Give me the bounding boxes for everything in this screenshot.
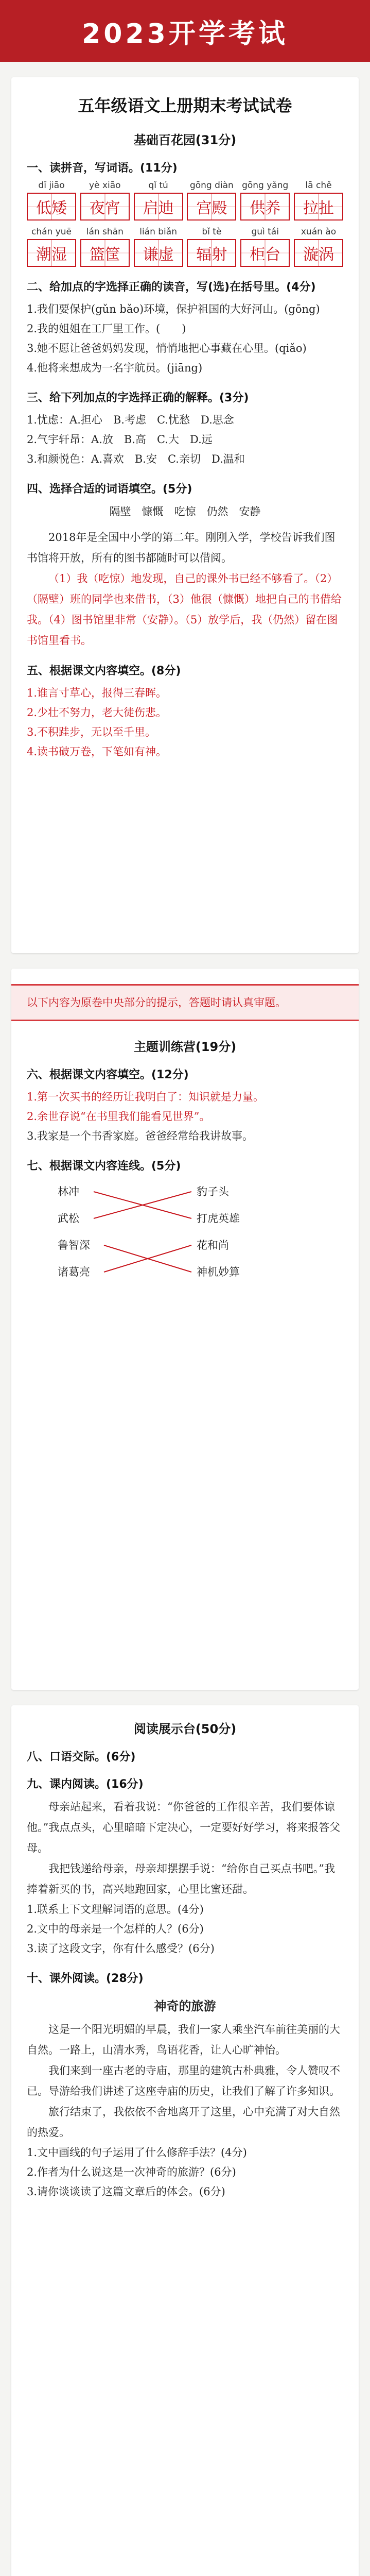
- exam-sheet-3: [11, 1705, 359, 2576]
- q2-title: 二、给加点的字选择正确的读音，写(选)在括号里。(4分): [27, 281, 316, 294]
- answer-box: 潮湿: [27, 239, 76, 267]
- pinyin: chán yuē: [31, 227, 72, 237]
- paper-title: 五年级语文上册期末考试试卷: [78, 96, 292, 115]
- pinyin: lián biǎn: [139, 227, 177, 237]
- answer-box: 柜台: [240, 239, 290, 267]
- q10-passage: 这是一个阳光明媚的早晨，我们一家人乘坐汽车前往美丽的大自然。一路上，山清水秀，鸟语花香，让人心旷神怡。: [27, 2023, 340, 2056]
- matching-exercise: [27, 1178, 343, 1312]
- q3-line: 3.和颜悦色：A.喜欢 B.安 C.亲切 D.温和: [27, 453, 245, 465]
- section-reading: 阅读展示台(50分): [133, 1722, 237, 1736]
- q8-title: 八、口语交际。(6分): [27, 1751, 136, 1764]
- pinyin: yè xiāo: [89, 180, 121, 191]
- answer-box: 供养: [240, 193, 290, 221]
- q2-line: 4.他将来想成为一名宇航员。(jiāng): [27, 362, 203, 374]
- exam-sheet-1: [11, 77, 359, 953]
- q2-line: 1.我们要保护(gǔn bǎo)环境，保护祖国的大好河山。(gōng): [27, 303, 320, 315]
- q9-passage: 母亲站起来，看着我说：“你爸爸的工作很辛苦，我们要体谅他。”我点点头，心里暗暗下定决心，一定要好好学习，将来报答父母。: [27, 1801, 341, 1854]
- q9-title: 九、课内阅读。(16分): [27, 1778, 144, 1791]
- pinyin: lā chě: [305, 180, 332, 191]
- q10-passage: 旅行结束了，我依依不舍地离开了这里，心中充满了对大自然的热爱。: [27, 2106, 340, 2139]
- pinyin: bǐ tè: [202, 227, 222, 237]
- q2-line: 3.她不愿让爸爸妈妈发现，悄悄地把心事藏在心里。(qiǎo): [27, 342, 307, 354]
- q10-title: 十、课外阅读。(28分): [27, 1972, 144, 1985]
- q4-passage-answers: （1）我（吃惊）地发现，自己的课外书已经不够看了。（2）（隔壁）班的同学也来借书，（3）他很（慷慨）地把自己的书借给我。（4）图书馆里非常（安静）。（5）放学后，我（仍然）留在图书馆里看书。: [27, 572, 342, 647]
- answer-box: 启迪: [134, 193, 183, 221]
- header-banner: [0, 0, 370, 62]
- q10-passage: 我们来到一座古老的寺庙，那里的建筑古朴典雅，令人赞叹不已。导游给我们讲述了这座寺庙的历史，让我们了解了许多知识。: [27, 2064, 340, 2097]
- pinyin: guì tái: [251, 227, 279, 237]
- q5-line: 2.少壮不努力，老大徒伤悲。: [27, 706, 167, 719]
- pinyin: lán shān: [86, 227, 124, 237]
- note-banner: 以下内容为原卷中央部分的提示，答题时请认真审题。: [11, 984, 359, 1021]
- q6-line: 2.余世存说“在书里我们能看见世界”。: [27, 1110, 210, 1123]
- match-left-item: 鲁智深: [58, 1239, 90, 1251]
- q10-question: 1.文中画线的句子运用了什么修辞手法？(4分): [27, 2146, 247, 2159]
- q1-title: 一、读拼音，写词语。(11分): [27, 162, 178, 175]
- q1-answer-row-2: [27, 239, 343, 267]
- q6-line: 1.第一次买书的经历让我明白了：知识就是力量。: [27, 1091, 265, 1103]
- match-left-item: 诸葛亮: [58, 1266, 90, 1278]
- q4-passage: 2018年是全国中小学的第二年。刚刚入学，学校告诉我们图书馆将开放，所有的图书都随时可以借阅。: [27, 531, 336, 564]
- passage-title: 神奇的旅游: [154, 1999, 216, 2013]
- pinyin: gōng diàn: [189, 180, 234, 191]
- q6-title: 六、根据课文内容填空。(12分): [27, 1069, 189, 1081]
- match-left-item: 武松: [58, 1212, 79, 1225]
- q3-line: 2.气宇轩昂：A.放 B.高 C.大 D.远: [27, 433, 213, 446]
- q7-title: 七、根据课文内容连线。(5分): [27, 1160, 181, 1173]
- q3-title: 三、给下列加点的字选择正确的解释。(3分): [27, 392, 249, 404]
- answer-box: 漩涡: [294, 239, 343, 267]
- match-left-column: [58, 1178, 90, 1285]
- q9-question: 1.联系上下文理解词语的意思。(4分): [27, 1903, 204, 1916]
- q9-question: 3.读了这段文字，你有什么感受？(6分): [27, 1942, 215, 1955]
- exam-sheet-2: [11, 969, 359, 1690]
- pinyin: qǐ tú: [148, 180, 168, 191]
- q1-answer-row: [27, 193, 343, 221]
- q10-question: 2.作者为什么说这是一次神奇的旅游？(6分): [27, 2166, 236, 2178]
- pinyin: dī jiāo: [38, 180, 65, 191]
- match-right-item: 豹子头: [197, 1185, 229, 1198]
- section-theme: 主题训练营(19分): [133, 1040, 237, 1054]
- q3-line: 1.忧虑：A.担心 B.考虑 C.忧愁 D.思念: [27, 414, 234, 426]
- match-right-item: 神机妙算: [197, 1266, 240, 1278]
- pinyin: gōng yǎng: [242, 180, 289, 191]
- q6-line: 3.我家是一个书香家庭。爸爸经常给我讲故事。: [27, 1130, 254, 1142]
- q5-line: 1.谁言寸草心，报得三春晖。: [27, 687, 167, 699]
- match-left-item: 林冲: [58, 1185, 79, 1198]
- q5-title: 五、根据课文内容填空。(8分): [27, 665, 181, 677]
- word-bank: 隔壁 慷慨 吃惊 仍然 安静: [109, 505, 261, 518]
- match-right-item: 打虎英雄: [197, 1212, 240, 1225]
- banner-title: 2023开学考试: [82, 18, 288, 49]
- q2-line: 2.我的姐姐在工厂里工作。( ): [27, 323, 186, 335]
- answer-box: 拉扯: [294, 193, 343, 221]
- answer-box: 篮筐: [80, 239, 130, 267]
- answer-box: 夜宵: [80, 193, 130, 221]
- answer-box: 低矮: [27, 193, 76, 221]
- q5-line: 3.不积跬步，无以至千里。: [27, 726, 156, 738]
- answer-box: 宫殿: [187, 193, 236, 221]
- q4-title: 四、选择合适的词语填空。(5分): [27, 483, 192, 496]
- answer-box: 辐射: [187, 239, 236, 267]
- q9-question: 2.文中的母亲是一个怎样的人？(6分): [27, 1923, 204, 1935]
- q9-passage: 我把钱递给母亲，母亲却摆摆手说：“给你自己买点书吧。”我捧着新买的书，高兴地跑回家，心里比蜜还甜。: [27, 1862, 335, 1895]
- match-right-item: 花和尚: [197, 1239, 229, 1251]
- pinyin: xuán ào: [301, 227, 337, 237]
- q1-pinyin-row-2: [27, 227, 343, 237]
- q5-line: 4.读书破万卷，下笔如有神。: [27, 745, 167, 758]
- section-basics: 基础百花园(31分): [133, 133, 237, 147]
- match-right-column: [197, 1178, 240, 1285]
- q1-pinyin-row: [27, 180, 343, 191]
- q10-question: 3.请你谈谈读了这篇文章后的体会。(6分): [27, 2185, 225, 2198]
- answer-box: 谦虚: [134, 239, 183, 267]
